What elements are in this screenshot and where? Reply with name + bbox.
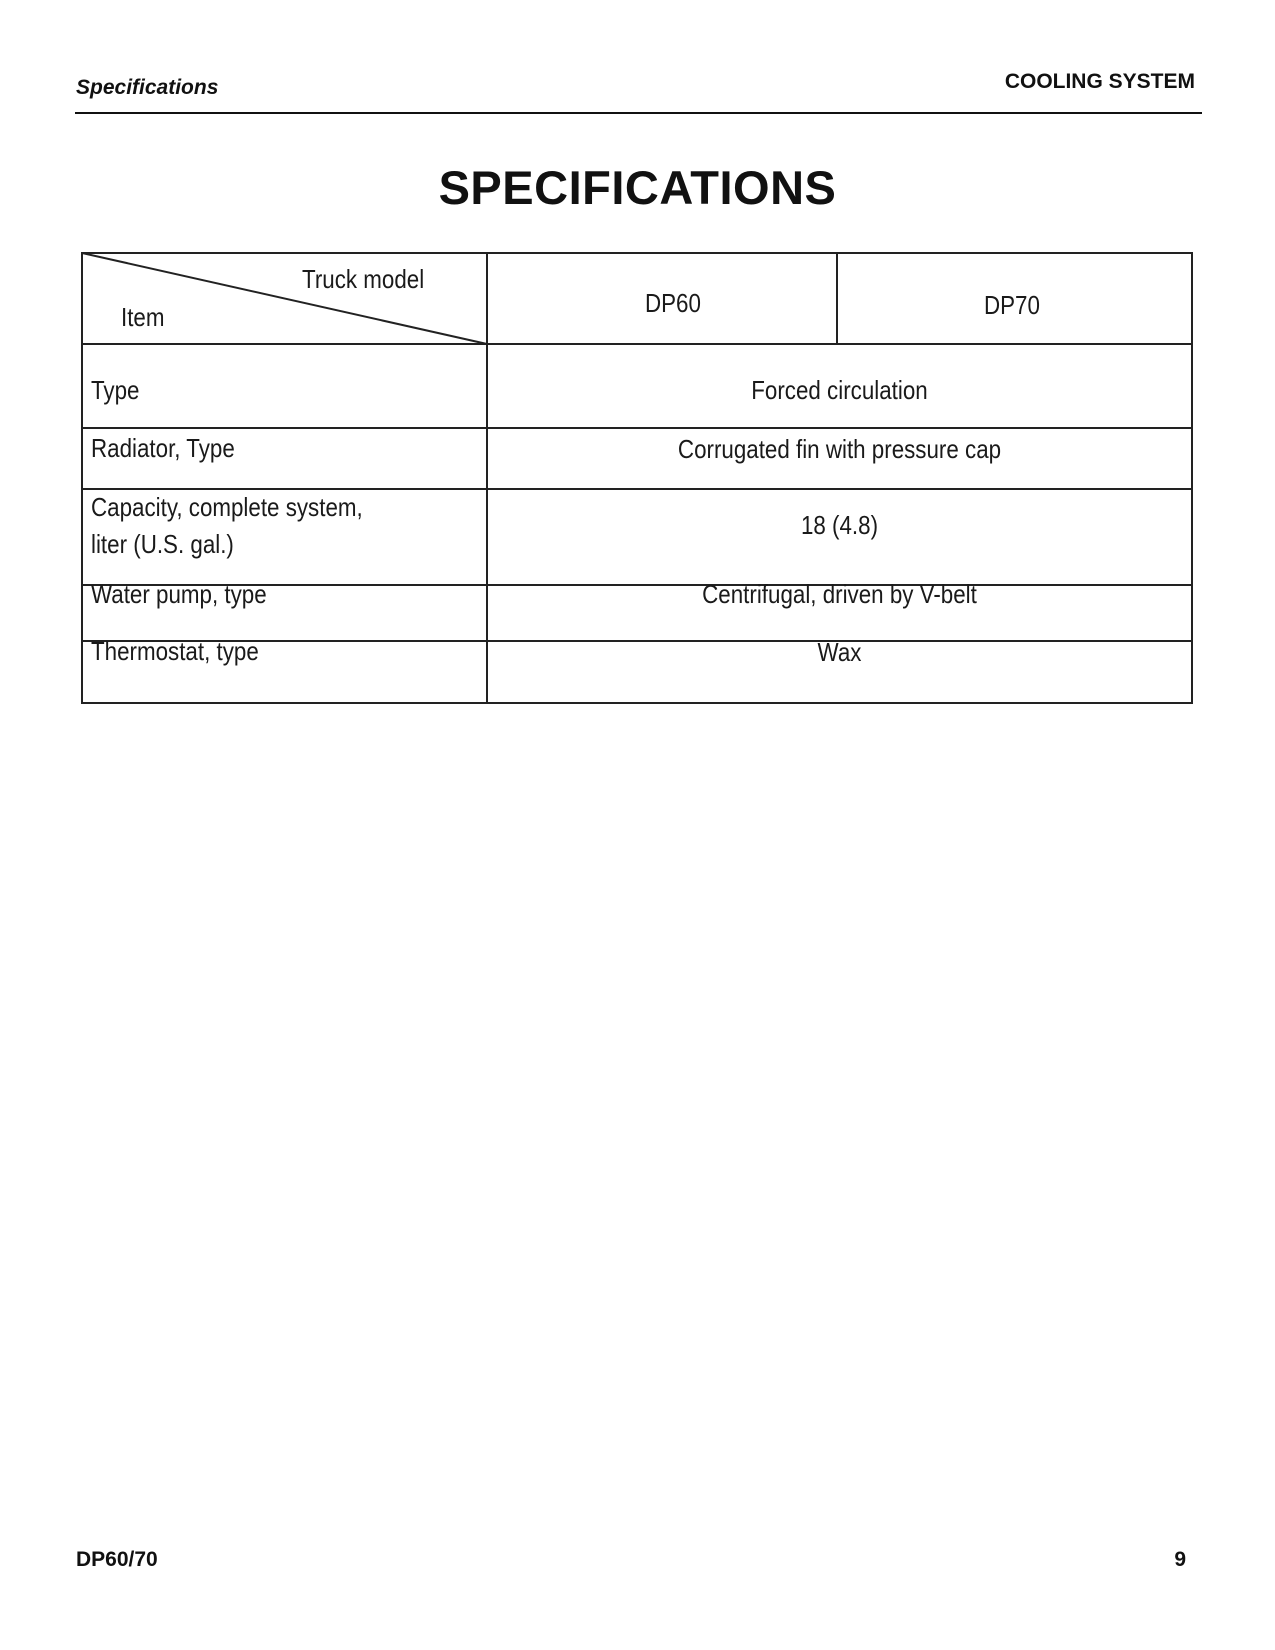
model-header-dp70: DP70 bbox=[984, 290, 1040, 320]
row-value-thermostat-type: Wax bbox=[817, 637, 862, 667]
footer-page-number: 9 bbox=[1174, 1548, 1186, 1571]
row-item-type: Type bbox=[91, 375, 140, 405]
header-divider bbox=[75, 112, 1202, 114]
page-title: SPECIFICATIONS bbox=[438, 161, 837, 214]
header-chapter-label: COOLING SYSTEM bbox=[1004, 70, 1195, 93]
row-item-capacity-unit: liter (U.S. gal.) bbox=[91, 529, 234, 559]
row-item-capacity: Capacity, complete system, bbox=[91, 492, 363, 522]
row-value-capacity: 18 (4.8) bbox=[800, 510, 879, 540]
corner-label-truck-model: Truck model bbox=[302, 264, 425, 294]
row-item-thermostat-type: Thermostat, type bbox=[91, 636, 259, 666]
row-value-water-pump-type: Centrifugal, driven by V-belt bbox=[702, 579, 977, 609]
specifications-table bbox=[81, 252, 1193, 704]
model-header-dp60: DP60 bbox=[645, 288, 701, 318]
footer-model: DP60/70 bbox=[76, 1548, 158, 1571]
row-value-type: Forced circulation bbox=[751, 375, 928, 405]
header-section-label: Specifications bbox=[76, 76, 219, 99]
corner-label-item: Item bbox=[121, 302, 165, 332]
row-item-water-pump-type: Water pump, type bbox=[91, 579, 267, 609]
row-item-radiator-type: Radiator, Type bbox=[91, 433, 235, 463]
row-value-radiator-type: Corrugated fin with pressure cap bbox=[677, 434, 1002, 464]
